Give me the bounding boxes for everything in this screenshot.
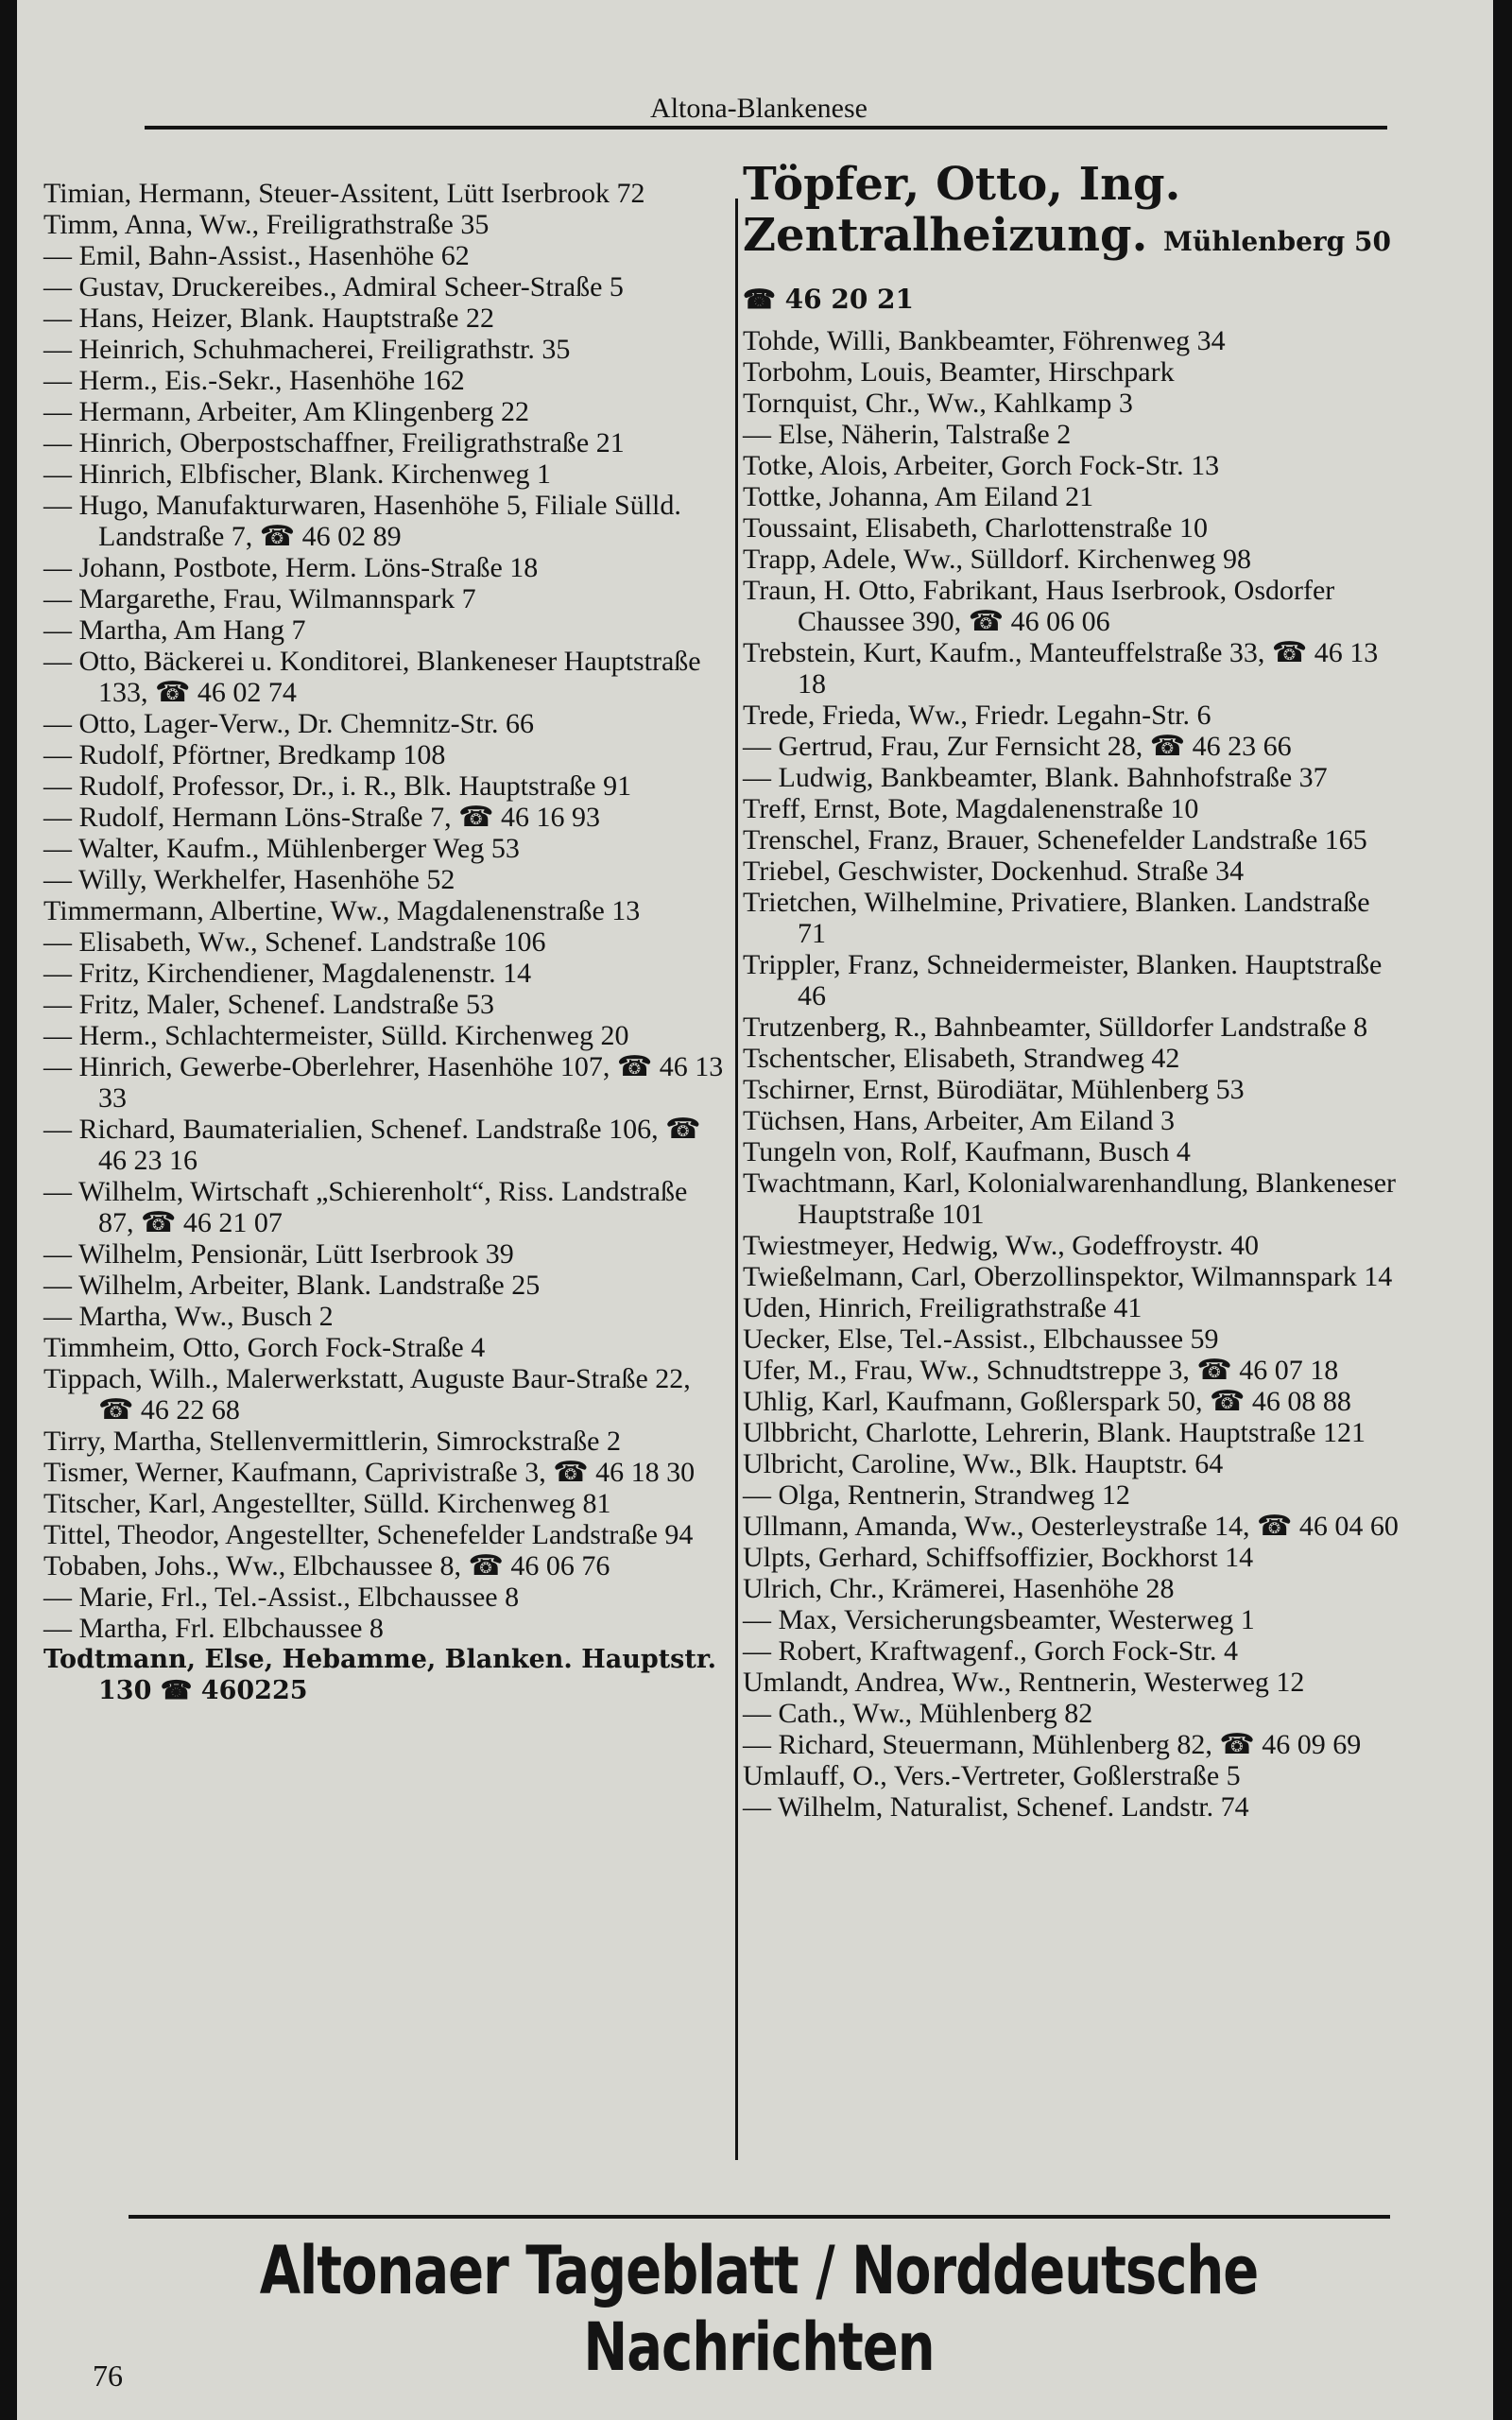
directory-entry: — Willy, Werkhelfer, Hasenhöhe 52 <box>43 864 455 895</box>
directory-entry: Trede, Frieda, Ww., Friedr. Legahn-Str. 6 <box>743 700 1211 731</box>
directory-entry: Twiestmeyer, Hedwig, Ww., Godeffroystr. 40 <box>743 1230 1260 1261</box>
directory-entry: Tornquist, Chr., Ww., Kahlkamp 3 <box>743 388 1133 419</box>
directory-entry: — Hinrich, Gewerbe-Oberlehrer, Hasenhöhe 107, ☎ 46 13 33 <box>43 1051 724 1114</box>
directory-entry: — Hinrich, Elbfischer, Blank. Kirchenweg 1 <box>43 458 551 490</box>
directory-entry: — Hans, Heizer, Blank. Hauptstraße 22 <box>43 302 494 334</box>
directory-entry: — Hinrich, Oberpostschaffner, Freiligrathstraße 21 <box>43 427 625 458</box>
directory-entry: — Cath., Ww., Mühlenberg 82 <box>743 1698 1093 1729</box>
directory-entry: — Marie, Frl., Tel.-Assist., Elbchaussee 8 <box>43 1582 520 1613</box>
directory-entry: — Martha, Frl. Elbchaussee 8 <box>43 1613 384 1644</box>
directory-entry: — Robert, Kraftwagenf., Gorch Fock-Str. 4 <box>743 1635 1239 1667</box>
directory-entry: Tittel, Theodor, Angestellter, Schenefelder Landstraße 94 <box>43 1519 694 1550</box>
column-divider <box>735 199 738 2160</box>
directory-entry: Umlandt, Andrea, Ww., Rentnerin, Westerweg 12 <box>743 1667 1305 1698</box>
directory-entry: Timian, Hermann, Steuer-Assitent, Lütt Iserbrook 72 <box>43 178 645 209</box>
directory-entry: — Wilhelm, Pensionär, Lütt Iserbrook 39 <box>43 1238 514 1270</box>
newspaper-banner: Altonaer Tageblatt / Norddeutsche Nachrichten <box>259 2233 1259 2387</box>
directory-entry: Ulbbricht, Charlotte, Lehrerin, Blank. Hauptstraße 121 <box>743 1417 1366 1448</box>
directory-entry: Tungeln von, Rolf, Kaufmann, Busch 4 <box>743 1136 1191 1167</box>
directory-entry: Trebstein, Kurt, Kaufm., Manteuffelstraße 33, ☎ 46 13 18 <box>743 637 1379 700</box>
directory-entry: — Olga, Rentnerin, Strandweg 12 <box>743 1479 1130 1511</box>
left-column <box>43 178 726 1706</box>
directory-entry: — Fritz, Maler, Schenef. Landstraße 53 <box>43 989 494 1020</box>
page-header: Altona-Blankenese <box>650 93 868 124</box>
directory-entry: Twachtmann, Karl, Kolonialwarenhandlung, Blankeneser Hauptstraße 101 <box>743 1167 1397 1230</box>
directory-entry: Tobaben, Johs., Ww., Elbchaussee 8, ☎ 46 06 76 <box>43 1550 610 1582</box>
directory-entry: — Ludwig, Bankbeamter, Blank. Bahnhofstraße 37 <box>743 762 1328 793</box>
directory-entry: Ulpts, Gerhard, Schiffsoffizier, Bockhorst 14 <box>743 1542 1254 1573</box>
directory-entry: — Gustav, Druckereibes., Admiral Scheer-Straße 5 <box>43 271 624 302</box>
directory-entry: Ulrich, Chr., Krämerei, Hasenhöhe 28 <box>743 1573 1175 1604</box>
directory-entry: Triebel, Geschwister, Dockenhud. Straße 34 <box>743 856 1245 887</box>
directory-entry: — Walter, Kaufm., Mühlenberger Weg 53 <box>43 833 520 864</box>
directory-entry: — Martha, Ww., Busch 2 <box>43 1301 334 1332</box>
directory-entry: — Heinrich, Schuhmacherei, Freiligrathstr. 35 <box>43 334 571 365</box>
directory-entry: — Margarethe, Frau, Wilmannspark 7 <box>43 583 476 614</box>
directory-entry: — Herm., Eis.-Sekr., Hasenhöhe 162 <box>43 365 465 396</box>
directory-entry: Titscher, Karl, Angestellter, Sülld. Kirchenweg 81 <box>43 1488 611 1519</box>
directory-entry: Uecker, Else, Tel.-Assist., Elbchaussee 59 <box>743 1323 1219 1355</box>
directory-entry: Tschirner, Ernst, Bürodiätar, Mühlenberg 53 <box>743 1074 1245 1105</box>
directory-entry: Tüchsen, Hans, Arbeiter, Am Eiland 3 <box>743 1105 1176 1136</box>
directory-entry: — Rudolf, Hermann Löns-Straße 7, ☎ 46 16 93 <box>43 802 600 833</box>
featured-entry-detail: Mühlenberg 50 ☎ 46 20 21 <box>743 226 1391 315</box>
directory-entry: — Hermann, Arbeiter, Am Klingenberg 22 <box>43 396 529 427</box>
directory-entry: Trenschel, Franz, Brauer, Schenefelder Landstraße 165 <box>743 824 1367 856</box>
directory-entry: Trutzenberg, R., Bahnbeamter, Sülldorfer Landstraße 8 <box>743 1011 1368 1043</box>
directory-entry: Tschentscher, Elisabeth, Strandweg 42 <box>743 1043 1180 1074</box>
right-column <box>743 159 1404 1823</box>
directory-page <box>17 0 1493 2420</box>
header-rule <box>145 126 1387 130</box>
directory-entry: — Emil, Bahn-Assist., Hasenhöhe 62 <box>43 240 470 271</box>
directory-entry: — Wilhelm, Arbeiter, Blank. Landstraße 25 <box>43 1270 541 1301</box>
directory-entry: — Else, Näherin, Talstraße 2 <box>743 419 1072 450</box>
directory-entry: Trippler, Franz, Schneidermeister, Blanken. Hauptstraße 46 <box>743 949 1383 1011</box>
directory-entry: — Rudolf, Pförtner, Bredkamp 108 <box>43 739 446 770</box>
directory-entry: — Wilhelm, Naturalist, Schenef. Landstr. 74 <box>743 1791 1249 1823</box>
directory-entry: — Otto, Lager-Verw., Dr. Chemnitz-Str. 66 <box>43 708 535 739</box>
directory-entry: Umlauff, O., Vers.-Vertreter, Goßlerstraße 5 <box>743 1760 1241 1791</box>
directory-entry: Twießelmann, Carl, Oberzollinspektor, Wilmannspark 14 <box>743 1261 1393 1292</box>
directory-entry: Totke, Alois, Arbeiter, Gorch Fock-Str. 13 <box>743 450 1220 481</box>
directory-entry: Timmheim, Otto, Gorch Fock-Straße 4 <box>43 1332 486 1363</box>
directory-entry: Toussaint, Elisabeth, Charlottenstraße 10 <box>743 512 1208 544</box>
directory-entry: Trapp, Adele, Ww., Sülldorf. Kirchenweg 98 <box>743 544 1251 575</box>
directory-entry: Torbohm, Louis, Beamter, Hirschpark <box>743 356 1175 388</box>
directory-entry: Tippach, Wilh., Malerwerkstatt, Auguste Baur-Straße 22, ☎ 46 22 68 <box>43 1363 691 1426</box>
directory-entry: Tismer, Werner, Kaufmann, Caprivistraße 3, ☎ 46 18 30 <box>43 1457 696 1488</box>
directory-entry: Uhlig, Karl, Kaufmann, Goßlerspark 50, ☎ 46 08 88 <box>743 1386 1351 1417</box>
footer-rule <box>129 2215 1390 2219</box>
directory-entry: — Martha, Am Hang 7 <box>43 614 306 646</box>
directory-entry: Timmermann, Albertine, Ww., Magdalenenstraße 13 <box>43 895 641 926</box>
directory-entry: Timm, Anna, Ww., Freiligrathstraße 35 <box>43 209 490 240</box>
directory-entry: — Gertrud, Frau, Zur Fernsicht 28, ☎ 46 23 66 <box>743 731 1292 762</box>
directory-entry: Ufer, M., Frau, Ww., Schnudtstreppe 3, ☎ 46 07 18 <box>743 1355 1339 1386</box>
featured-entry <box>743 159 1404 325</box>
directory-entry: — Herm., Schlachtermeister, Sülld. Kirchenweg 20 <box>43 1020 629 1051</box>
directory-entry: — Elisabeth, Ww., Schenef. Landstraße 106 <box>43 926 546 958</box>
directory-entry: — Richard, Steuermann, Mühlenberg 82, ☎ 46 09 69 <box>743 1729 1362 1760</box>
directory-entry: — Rudolf, Professor, Dr., i. R., Blk. Hauptstraße 91 <box>43 770 632 802</box>
directory-entry: — Wilhelm, Wirtschaft „Schierenholt“, Riss. Landstraße 87, ☎ 46 21 07 <box>43 1176 688 1238</box>
featured-entry-name: Töpfer, Otto, Ing. Zentralheizung. <box>743 158 1181 262</box>
directory-entry: Trietchen, Wilhelmine, Privatiere, Blanken. Landstraße 71 <box>743 887 1370 949</box>
directory-entry: Ullmann, Amanda, Ww., Oesterleystraße 14, ☎ 46 04 60 <box>743 1511 1399 1542</box>
directory-entry: — Hugo, Manufakturwaren, Hasenhöhe 5, Filiale Sülld. Landstraße 7, ☎ 46 02 89 <box>43 490 681 552</box>
directory-entry: Treff, Ernst, Bote, Magdalenenstraße 10 <box>743 793 1199 824</box>
page-number: 76 <box>93 2359 123 2393</box>
directory-entry: Ulbricht, Caroline, Ww., Blk. Hauptstr. 64 <box>743 1448 1224 1479</box>
directory-entry: Uden, Hinrich, Freiligrathstraße 41 <box>743 1292 1143 1323</box>
directory-entry: Tohde, Willi, Bankbeamter, Föhrenweg 34 <box>743 325 1226 356</box>
right-column-entries <box>743 325 1404 1823</box>
directory-entry: Traun, H. Otto, Fabrikant, Haus Iserbrook, Osdorfer Chaussee 390, ☎ 46 06 06 <box>743 575 1335 637</box>
directory-entry: — Richard, Baumaterialien, Schenef. Landstraße 106, ☎ 46 23 16 <box>43 1114 701 1176</box>
directory-entry: Todtmann, Else, Hebamme, Blanken. Hauptstr. 130 ☎ 460225 <box>43 1645 716 1705</box>
directory-entry: Tirry, Martha, Stellenvermittlerin, Simrockstraße 2 <box>43 1426 622 1457</box>
directory-entry: — Fritz, Kirchendiener, Magdalenenstr. 14 <box>43 958 532 989</box>
directory-entry: Tottke, Johanna, Am Eiland 21 <box>743 481 1094 512</box>
directory-entry: — Max, Versicherungsbeamter, Westerweg 1 <box>743 1604 1255 1635</box>
directory-entry: — Johann, Postbote, Herm. Löns-Straße 18 <box>43 552 539 583</box>
directory-entry: — Otto, Bäckerei u. Konditorei, Blankeneser Hauptstraße 133, ☎ 46 02 74 <box>43 646 701 708</box>
